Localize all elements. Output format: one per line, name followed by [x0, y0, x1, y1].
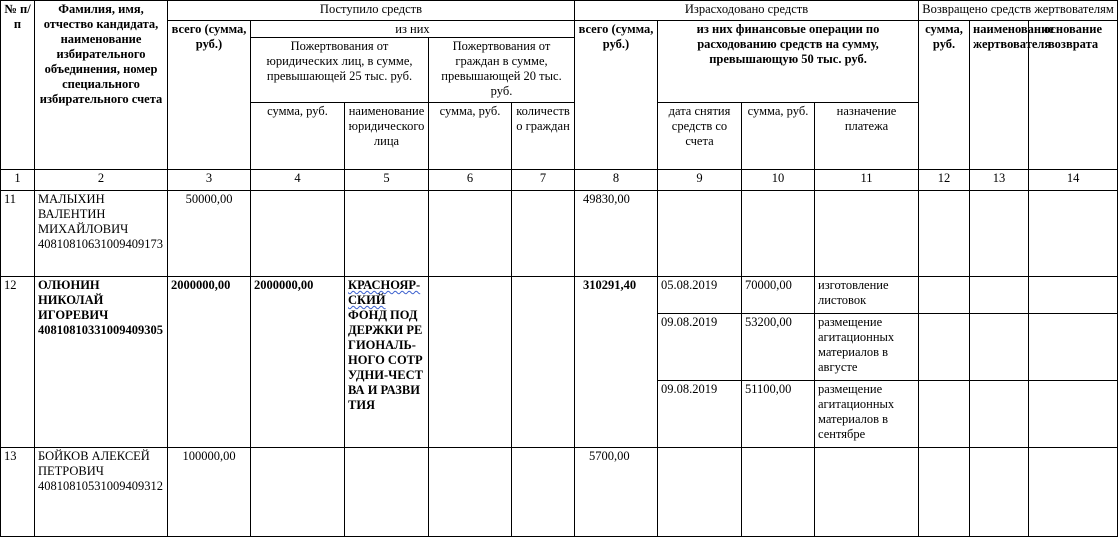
empty-cell: [919, 314, 970, 381]
op-date: 09.08.2019: [658, 381, 742, 448]
op-date-header: дата снятия средств со счета: [658, 103, 742, 170]
empty-cell: [742, 191, 815, 277]
candidate-cell: [35, 191, 168, 277]
return-reason-header: основание возврата: [1029, 21, 1118, 170]
op-date: 05.08.2019: [658, 277, 742, 314]
received-total: 50000,00: [168, 191, 251, 277]
empty-cell: [919, 191, 970, 277]
op-sum: 70000,00: [742, 277, 815, 314]
op-purpose: размещение агитационных материалов в августе: [815, 314, 919, 381]
empty-cell: [1029, 277, 1118, 314]
col-number: 1: [1, 170, 35, 191]
header-row-2: [1, 21, 1118, 38]
candidate-name: БОЙКОВ АЛЕКСЕЙ ПЕТРОВИЧ: [38, 449, 150, 478]
col-number: 9: [658, 170, 742, 191]
op-date: 09.08.2019: [658, 314, 742, 381]
candidate-name: ОЛЮНИН НИКОЛАЙ ИГОРЕВИЧ: [38, 278, 109, 322]
empty-cell: [919, 381, 970, 448]
empty-cell: [970, 191, 1029, 277]
legal-donor-name-line2: ФОНД ПОДДЕРЖКИ РЕГИОНАЛЬ-НОГО СОТРУДНИ-ЧЕСТВА И РАЗВИТИЯ: [348, 308, 423, 412]
received-header: Поступило средств: [168, 1, 575, 21]
empty-cell: [512, 277, 575, 448]
col-number: 3: [168, 170, 251, 191]
legal-name-header: наименование юридического лица: [345, 103, 429, 170]
col-number: 2: [35, 170, 168, 191]
empty-cell: [1029, 191, 1118, 277]
legal-donor-name-line1: КРАСНОЯР-СКИЙ: [348, 278, 421, 307]
col-number: 6: [429, 170, 512, 191]
empty-cell: [970, 381, 1029, 448]
empty-cell: [919, 277, 970, 314]
header-row-1: [1, 1, 1118, 21]
col-number: 11: [815, 170, 919, 191]
column-number-row: [1, 170, 1118, 191]
col-number: 10: [742, 170, 815, 191]
empty-cell: [1029, 448, 1118, 537]
table-row: [1, 277, 1118, 314]
empty-cell: [970, 448, 1029, 537]
op-sum: 51100,00: [742, 381, 815, 448]
return-sum-header: сумма, руб.: [919, 21, 970, 170]
spent-total: 310291,40: [575, 277, 658, 448]
citizen-donations-header: Пожертвования от граждан в сумме, превышающей 20 тыс. руб.: [429, 38, 575, 103]
empty-cell: [429, 277, 512, 448]
empty-cell: [512, 191, 575, 277]
legal-sum-header: сумма, руб.: [251, 103, 345, 170]
empty-cell: [742, 448, 815, 537]
col-num-header: № п/п: [1, 1, 35, 170]
col-number: 13: [970, 170, 1029, 191]
col-number: 8: [575, 170, 658, 191]
spent-total: 5700,00: [575, 448, 658, 537]
citizen-count-header: количество граждан: [512, 103, 575, 170]
op-purpose: изготовление листовок: [815, 277, 919, 314]
account-number: 40810810531009409312: [38, 479, 163, 493]
table-row: [1, 448, 1118, 537]
empty-cell: [512, 448, 575, 537]
account-number: 40810810331009409305: [38, 323, 163, 337]
empty-cell: [345, 448, 429, 537]
row-number: 11: [1, 191, 35, 277]
empty-cell: [251, 448, 345, 537]
spent-total-header: всего (сумма, руб.): [575, 21, 658, 170]
col-number: 7: [512, 170, 575, 191]
empty-cell: [429, 448, 512, 537]
table-row: [1, 191, 1118, 277]
legal-donor-name: [345, 277, 429, 448]
received-total: 100000,00: [168, 448, 251, 537]
row-number: 12: [1, 277, 35, 448]
legal-donations-header: Пожертвования от юридических лиц, в сумме, превышающей 25 тыс. руб.: [251, 38, 429, 103]
citizen-sum-header: сумма, руб.: [429, 103, 512, 170]
empty-cell: [1029, 381, 1118, 448]
empty-cell: [251, 191, 345, 277]
empty-cell: [970, 314, 1029, 381]
row-number: 13: [1, 448, 35, 537]
spent-header: Израсходовано средств: [575, 1, 919, 21]
candidate-cell: [35, 277, 168, 448]
empty-cell: [1029, 314, 1118, 381]
returned-header: Возвращено средств жертвователям: [919, 1, 1118, 21]
legal-donation-sum: 2000000,00: [251, 277, 345, 448]
of-them-header: из них: [251, 21, 575, 38]
empty-cell: [970, 277, 1029, 314]
col-number: 12: [919, 170, 970, 191]
op-sum: 53200,00: [742, 314, 815, 381]
spent-total: 49830,00: [575, 191, 658, 277]
empty-cell: [658, 448, 742, 537]
received-total: 2000000,00: [168, 277, 251, 448]
col-name-header: Фамилия, имя, отчество кандидата, наименование избирательного объединения, номер специального избирательного счета: [35, 1, 168, 170]
empty-cell: [658, 191, 742, 277]
empty-cell: [815, 191, 919, 277]
empty-cell: [815, 448, 919, 537]
spent-ops-header: из них финансовые операции по расходованию средств на сумму, превышающую 50 тыс. руб.: [658, 21, 919, 103]
account-number: 40810810631009409173: [38, 237, 163, 251]
candidate-cell: [35, 448, 168, 537]
col-number: 5: [345, 170, 429, 191]
received-total-header: всего (сумма, руб.): [168, 21, 251, 170]
candidate-name: МАЛЫХИН ВАЛЕНТИН МИХАЙЛОВИЧ: [38, 192, 129, 236]
return-name-header: наименование жертвователя: [970, 21, 1029, 170]
col-number: 4: [251, 170, 345, 191]
op-sum-header: сумма, руб.: [742, 103, 815, 170]
op-purpose-header: назначение платежа: [815, 103, 919, 170]
empty-cell: [429, 191, 512, 277]
empty-cell: [345, 191, 429, 277]
op-purpose: размещение агитационных материалов в сентябре: [815, 381, 919, 448]
empty-cell: [919, 448, 970, 537]
col-number: 14: [1029, 170, 1118, 191]
